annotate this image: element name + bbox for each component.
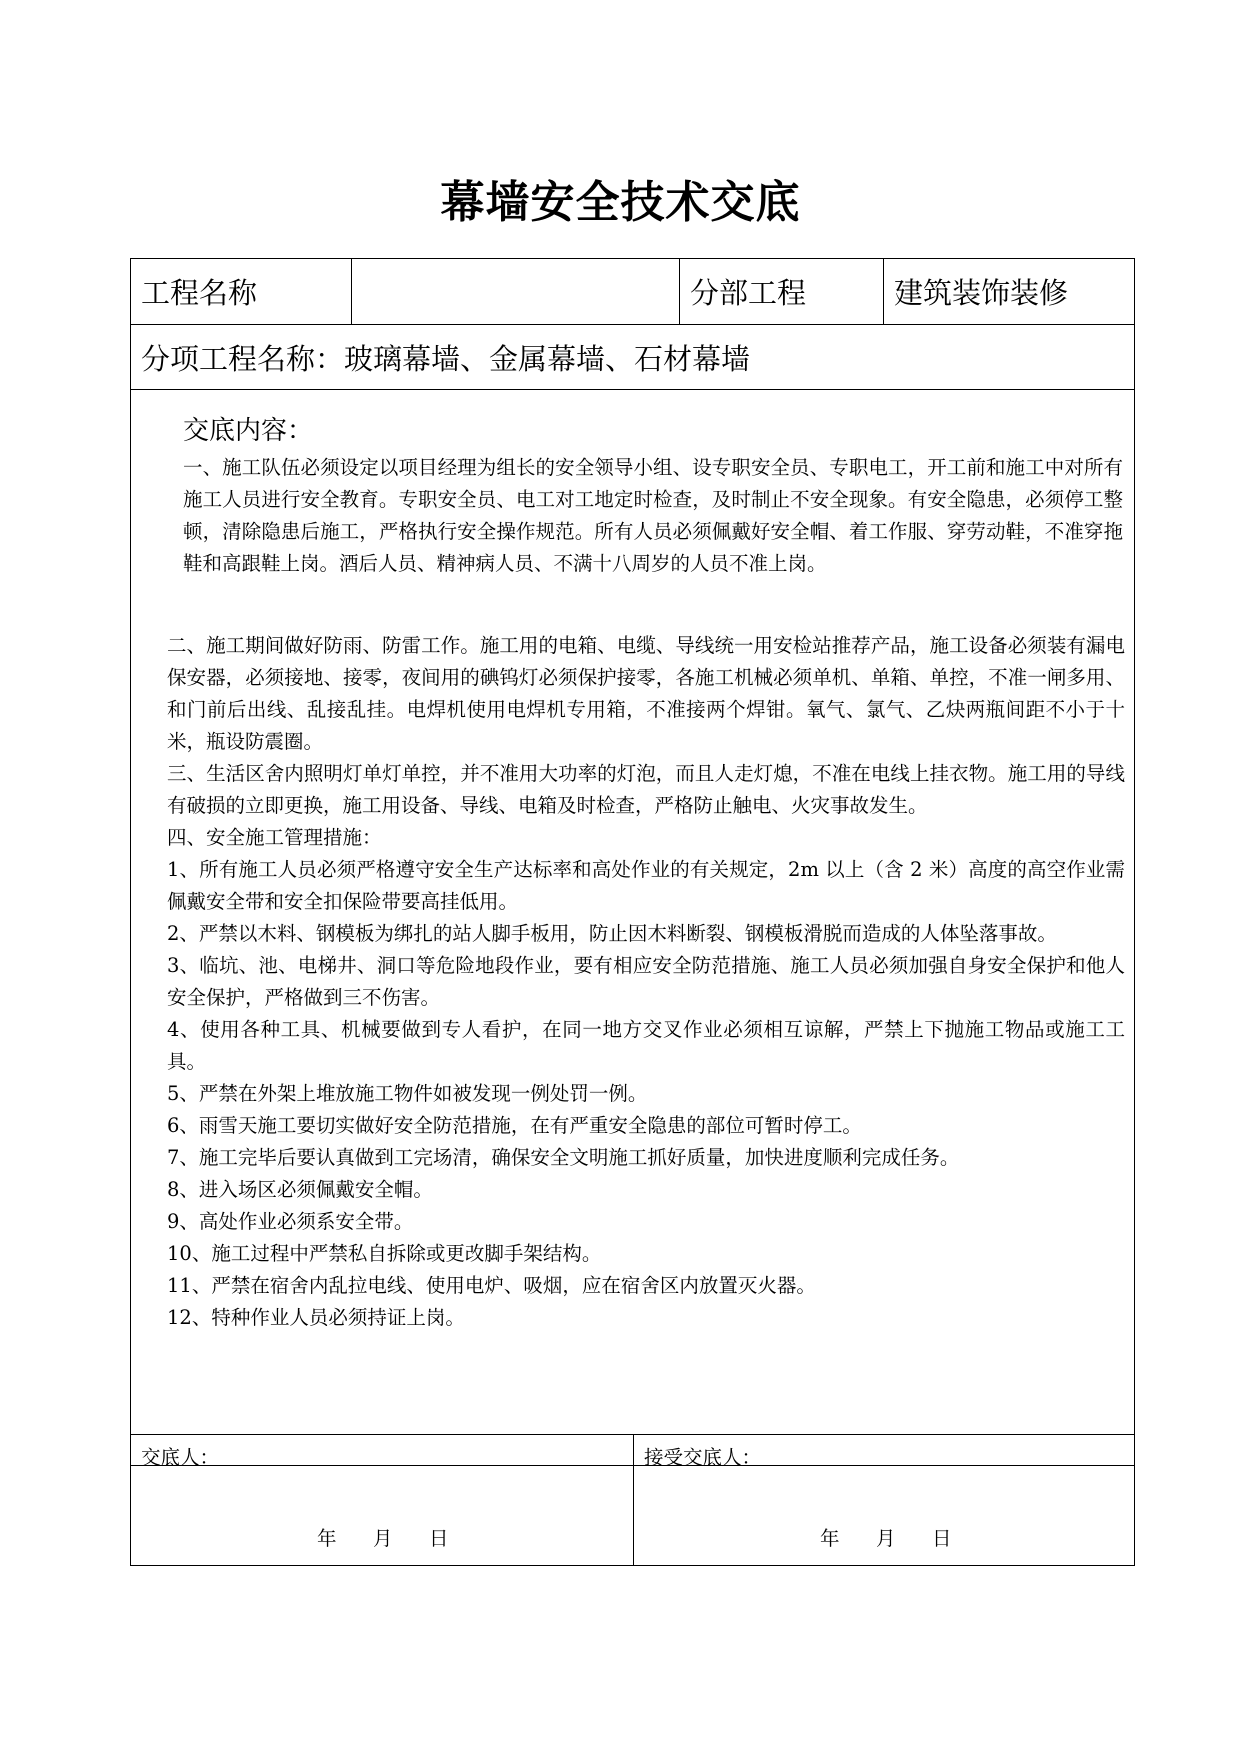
giver-date (317, 1523, 485, 1551)
content-item: 10、施工过程中严禁私自拆除或更改脚手架结构。 (167, 1242, 602, 1265)
year-label: 年 (317, 1527, 337, 1550)
content-item: 二、施工期间做好防雨、防雷工作。施工用的电箱、电缆、导线统一用安检站推荐产品，施工设备必须装有漏电保安器，必须接地、接零，夜间用的碘钨灯必须保护接零，各施工机械必须单机、单箱、单控，不准一闸多用、和门前后出线、乱接乱挂。电焊机使用电焊机专用箱，不准接两个焊钳。氧气、氯气、乙炔两瓶间距不小于十米，瓶设防震圈。 (167, 634, 1125, 753)
month-label: 月 (373, 1527, 393, 1550)
content-item: 4、使用各种工具、机械要做到专人看护，在同一地方交叉作业必须相互谅解，严禁上下抛施工物品或施工工具。 (167, 1018, 1125, 1073)
content-items-list (167, 630, 1125, 1334)
content-item: 3、临坑、池、电梯井、洞口等危险地段作业，要有相应安全防范措施、施工人员必须加强自身安全保护和他人安全保护，严格做到三不伤害。 (167, 954, 1125, 1009)
day-label: 日 (429, 1527, 449, 1550)
project-name-label: 工程名称 (131, 259, 352, 324)
subitem-row: 分项工程名称：玻璃幕墙、金属幕墙、石材幕墙 (131, 325, 1134, 390)
giver-label: 交底人： (141, 1446, 220, 1469)
receiver-label: 接受交底人： (644, 1446, 762, 1469)
project-name-value (352, 259, 680, 324)
content-item: 三、生活区舍内照明灯单灯单控，并不准用大功率的灯泡，而且人走灯熄，不准在电线上挂衣物。施工用的导线有破损的立即更换，施工用设备、导线、电箱及时检查，严格防止触电、火灾事故发生。 (167, 762, 1125, 817)
content-item: 8、进入场区必须佩戴安全帽。 (167, 1178, 433, 1201)
year-label: 年 (820, 1527, 840, 1550)
disclosure-table (130, 258, 1135, 1466)
content-item: 1、所有施工人员必须严格遵守安全生产达标率和高处作业的有关规定，2m 以上（含 2 米）高度的高空作业需佩戴安全带和安全扣保险带要高挂低用。 (167, 858, 1125, 913)
content-paragraph-1: 一、施工队伍必须设定以项目经理为组长的安全领导小组、设专职安全员、专职电工，开工前和施工中对所有施工人员进行安全教育。专职安全员、电工对工地定时检查，及时制止不安全现象。有安全隐患，必须停工整顿，清除隐患后施工，严格执行安全操作规范。所有人员必须佩戴好安全帽、着工作服、穿劳动鞋，不准穿拖鞋和高跟鞋上岗。酒后人员、精神病人员、不满十八周岁的人员不准上岗。 (183, 456, 1123, 575)
division-value: 建筑装饰装修 (894, 276, 1069, 310)
content-heading: 交底内容： (183, 416, 314, 446)
disclosure-content (131, 390, 1134, 1467)
content-item: 四、安全施工管理措施： (167, 826, 382, 849)
content-item: 9、高处作业必须系安全带。 (167, 1210, 414, 1233)
month-label: 月 (876, 1527, 896, 1550)
content-item: 2、严禁以木料、钢模板为绑扎的站人脚手板用，防止因木料断裂、钢模板滑脱而造成的人体坠落事故。 (167, 922, 1057, 945)
content-item: 7、施工完毕后要认真做到工完场清，确保安全文明施工抓好质量，加快进度顺利完成任务。 (167, 1146, 960, 1169)
content-item: 11、严禁在宿舍内乱拉电线、使用电炉、吸烟，应在宿舍区内放置灭火器。 (167, 1274, 816, 1297)
content-item: 5、严禁在外架上堆放施工物件如被发现一例处罚一例。 (167, 1082, 648, 1105)
header-row (131, 259, 1134, 325)
document-title: 幕墙安全技术交底 (440, 177, 801, 228)
content-item: 6、雨雪天施工要切实做好安全防范措施，在有严重安全隐患的部位可暂时停工。 (167, 1114, 862, 1137)
signature-table (130, 1434, 1135, 1566)
receiver-signature-cell (634, 1434, 1134, 1565)
receiver-date (820, 1523, 988, 1551)
division-label: 分部工程 (680, 259, 884, 324)
day-label: 日 (932, 1527, 952, 1550)
content-item: 12、特种作业人员必须持证上岗。 (167, 1306, 465, 1329)
giver-signature-cell (131, 1434, 634, 1565)
